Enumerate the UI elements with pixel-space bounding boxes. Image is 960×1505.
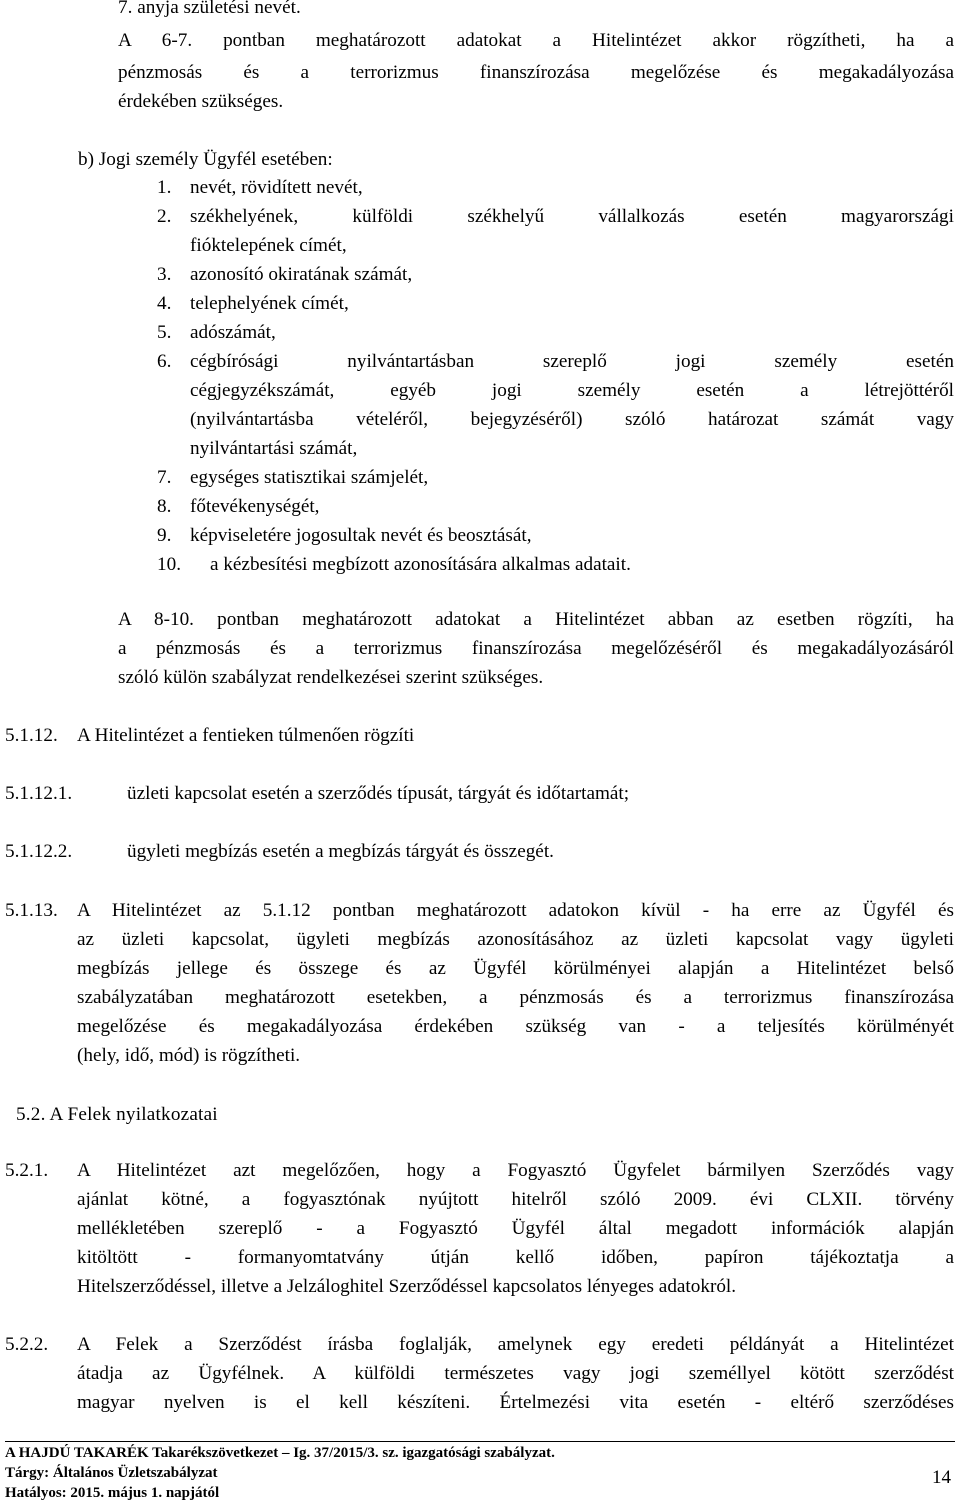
list-item-7-mother-name: 7. anyja születési nevét.	[118, 0, 301, 18]
list-number: 3.	[157, 264, 172, 285]
list-item-text: képviseletére jogosultak nevét és beosztását,	[190, 525, 532, 546]
list-item-text: azonosító okiratának számát,	[190, 264, 413, 285]
section-text: A Hitelintézet a fentieken túlmenően rögzíti	[77, 725, 415, 746]
subsection-text: üzleti kapcsolat esetén a szerződés típusát, tárgyát és időtartamát;	[127, 783, 630, 804]
list-item-text: nyilvántartási számát,	[190, 438, 358, 459]
paragraph-line: A Felek a Szerződést írásba foglalják, amelynek egy eredeti példányát a Hitelintézet	[77, 1334, 954, 1355]
paragraph-line: átadja az Ügyfélnek. A külföldi természetes vagy jogi személlyel kötött szerződést	[77, 1363, 954, 1384]
footer-subject: Tárgy: Általános Üzletszabályzat	[5, 1465, 218, 1481]
list-item-text: főtevékenységét,	[190, 496, 320, 517]
list-number: 10.	[157, 554, 181, 575]
paragraph-line: mellékletében szereplő - a Fogyasztó Ügyfél által megadott információk alapján	[77, 1218, 954, 1239]
paragraph-line: A Hitelintézet az 5.1.12 pontban meghatározott adatokon kívül - ha erre az Ügyfél és	[77, 900, 954, 921]
list-item-text: adószámát,	[190, 322, 276, 343]
subsection-number: 5.1.12.1.	[5, 783, 73, 804]
section-b-note-line: szóló külön szabályzat rendelkezései szerint szükséges.	[118, 667, 544, 688]
subsection-number: 5.1.12.2.	[5, 841, 73, 862]
paragraph-line: ajánlat kötné, a fogyasztónak nyújtott hitelről szóló 2009. évi CLXII. törvény	[77, 1189, 954, 1210]
section-b-heading: b) Jogi személy Ügyfél esetében:	[78, 149, 333, 170]
paragraph-line: kitöltött - formanyomtatvány útján kellő időben, papíron tájékoztatja a	[77, 1247, 954, 1268]
list-number: 9.	[157, 525, 172, 546]
list-item-text: cégbírósági nyilvántartásban szereplő jogi személy esetén	[190, 351, 954, 372]
list-number: 2.	[157, 206, 172, 227]
list-item-text: (nyilvántartásba vételéről, bejegyzéséről) szóló határozat számát vagy	[190, 409, 954, 430]
section-number: 5.1.12.	[5, 725, 58, 746]
section-number: 5.2.1.	[5, 1160, 49, 1181]
section-number: 5.1.13.	[5, 900, 58, 921]
paragraph-line: megelőzése és megakadályozása érdekében szükség van - a teljesítés körülményét	[77, 1016, 954, 1037]
list-item-text: telephelyének címét,	[190, 293, 349, 314]
section-number: 5.2.2.	[5, 1334, 49, 1355]
list-item-text: a kézbesítési megbízott azonosítására alkalmas adatait.	[210, 554, 631, 575]
list-number: 4.	[157, 293, 172, 314]
page-number: 14	[932, 1467, 951, 1488]
footer-divider	[5, 1441, 955, 1442]
paragraph-line: (hely, idő, mód) is rögzítheti.	[77, 1045, 301, 1066]
footer-issuer: A HAJDÚ TAKARÉK Takarékszövetkezet – Ig. 37/2015/3. sz. igazgatósági szabályzat.	[5, 1445, 555, 1461]
paragraph-line: megbízás jellege és összege és az Ügyfél körülményei alapján a Hitelintézet belső	[77, 958, 954, 979]
paragraph-line: magyar nyelven is el kell készíteni. Értelmezési vita esetén - eltérő szerződéses	[77, 1392, 954, 1413]
list-item-text: cégjegyzékszámát, egyéb jogi személy esetén a létrejöttéről	[190, 380, 954, 401]
paragraph-line: A Hitelintézet azt megelőzően, hogy a Fogyasztó Ügyfelet bármilyen Szerződés vagy	[77, 1160, 954, 1181]
paragraph-line: Hitelszerződéssel, illetve a Jelzáloghitel Szerződéssel kapcsolatos lényeges adatokról.	[77, 1276, 737, 1297]
section-b-note-line: a pénzmosás és a terrorizmus finanszírozása megelőzéséről és megakadályozásáról	[118, 638, 954, 659]
list-item-text: nevét, rövidített nevét,	[190, 177, 363, 198]
list-item-text: székhelyének, külföldi székhelyű vállalkozás esetén magyarországi	[190, 206, 954, 227]
paragraph-line: az üzleti kapcsolat, ügyleti megbízás azonosításához az üzleti kapcsolat vagy ügyleti	[77, 929, 954, 950]
list-number: 6.	[157, 351, 172, 372]
list-number: 5.	[157, 322, 172, 343]
note-line-2: pénzmosás és a terrorizmus finanszírozása megelőzése és megakadályozása	[118, 62, 954, 83]
paragraph-line: szabályzatában meghatározott esetekben, a pénzmosás és a terrorizmus finanszírozása	[77, 987, 954, 1008]
section-b-note-line: A 8-10. pontban meghatározott adatokat a Hitelintézet abban az esetben rögzíti, ha	[118, 609, 954, 630]
list-number: 8.	[157, 496, 172, 517]
subsection-text: ügyleti megbízás esetén a megbízás tárgyát és összegét.	[127, 841, 554, 862]
note-line-1: A 6-7. pontban meghatározott adatokat a Hitelintézet akkor rögzítheti, ha a	[118, 30, 954, 51]
section-heading: 5.2. A Felek nyilatkozatai	[16, 1104, 218, 1125]
footer-effective-date: Hatályos: 2015. május 1. napjától	[5, 1485, 220, 1501]
list-number: 7.	[157, 467, 172, 488]
note-line-3: érdekében szükséges.	[118, 91, 284, 112]
list-item-text: egységes statisztikai számjelét,	[190, 467, 429, 488]
list-item-text: fióktelepének címét,	[190, 235, 347, 256]
list-number: 1.	[157, 177, 172, 198]
